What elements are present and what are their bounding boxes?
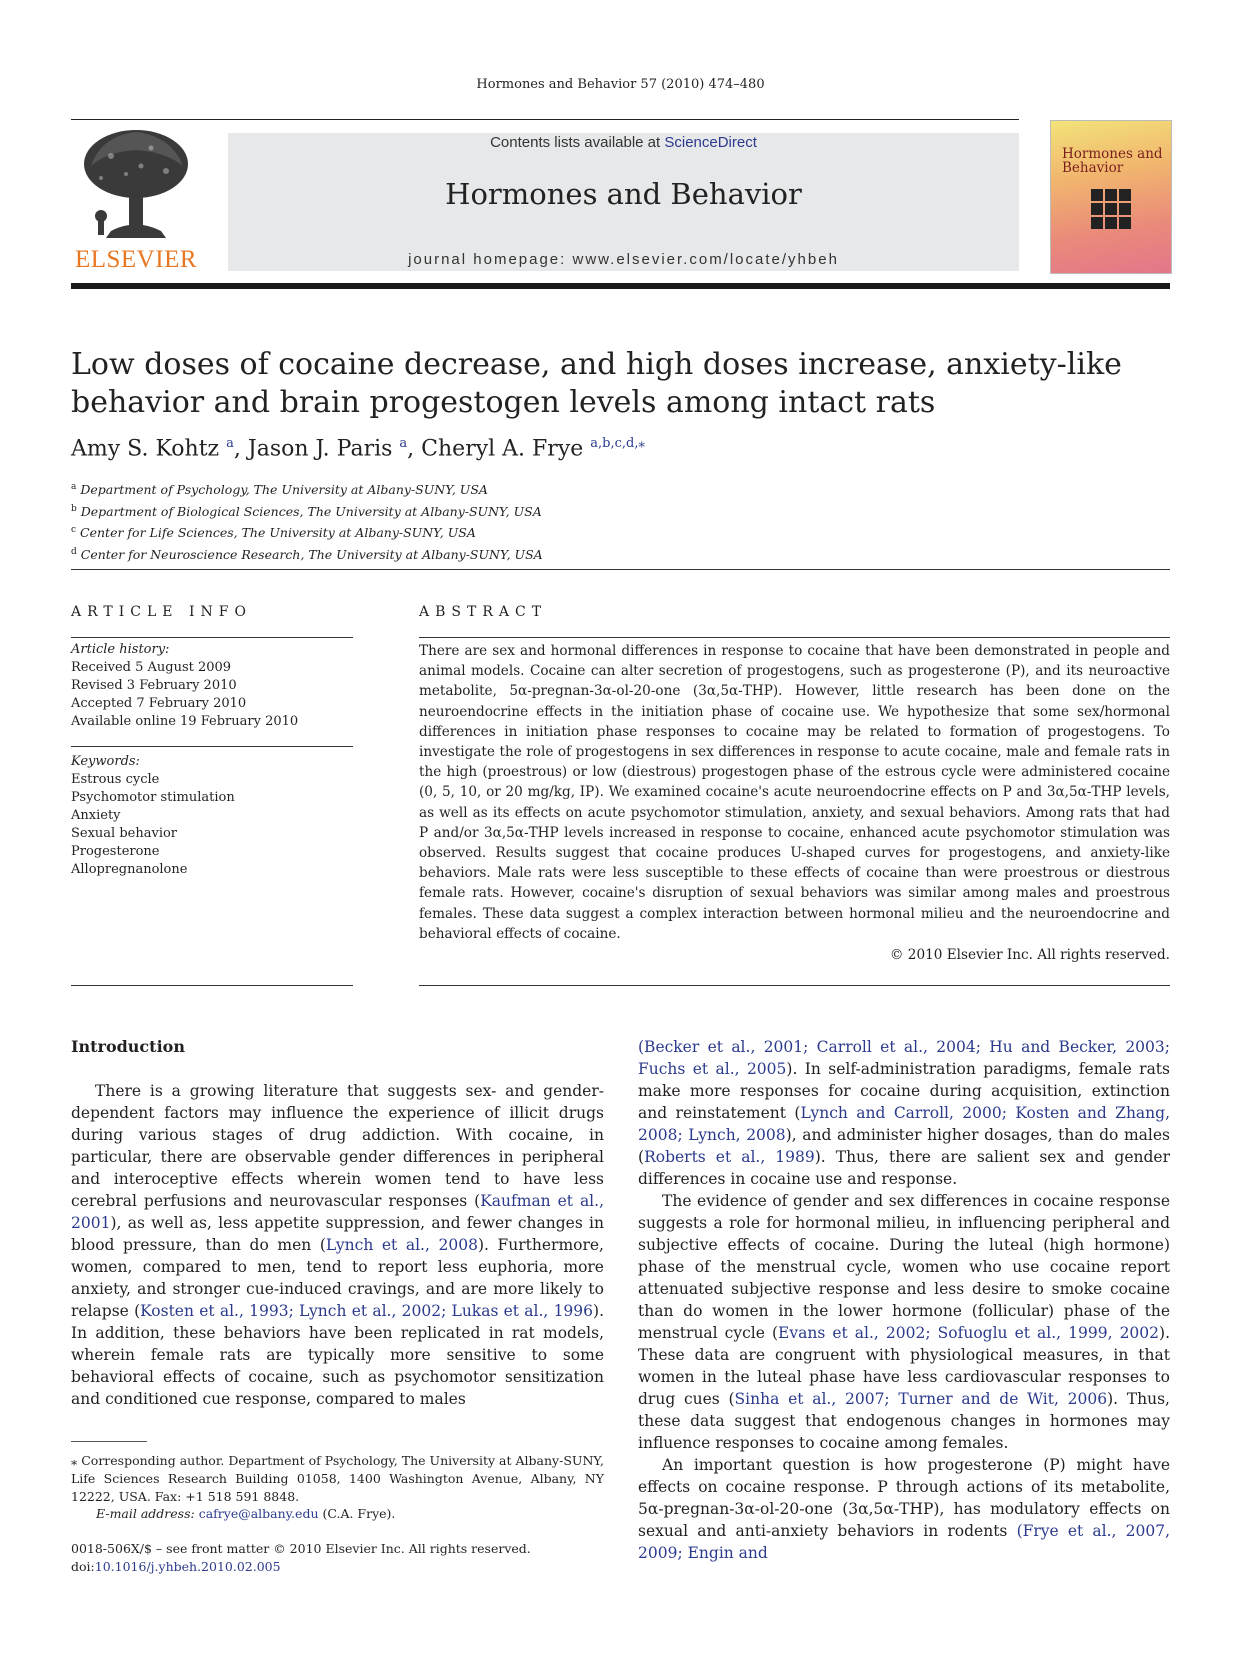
footnote-divider [71, 1441, 147, 1442]
intro-paragraph [638, 1036, 1170, 1190]
paragraph-text: An important question is how progesterone (P) might have effects on cocaine response. P through actions of its metabolite, 5α-pregnan-3α-ol-20-one (3α,5α-THP), has modulatory effects on sexual and anti-anxiety behaviors in rodents [638, 1456, 1170, 1540]
author-affiliation-marker[interactable]: a [226, 436, 234, 451]
history-item: Available online 19 February 2010 [71, 714, 299, 729]
doi-line [71, 1558, 531, 1576]
contents-line [228, 134, 1019, 151]
intro-paragraph [71, 1080, 604, 1410]
journal-homepage[interactable]: journal homepage: www.elsevier.com/locate/yhbeh [408, 251, 839, 268]
doi-prefix: doi: [71, 1559, 95, 1574]
abstract-heading: ABSTRACT [419, 604, 548, 620]
affiliation [71, 500, 543, 522]
affiliation-label: a [71, 482, 77, 492]
cover-image-grid [1091, 189, 1129, 229]
paragraph-text: ). In self-administration paradigms, female rats make more responses for cocaine during acquisition, extinction and reinstatement ( [638, 1060, 1170, 1122]
citation-link[interactable]: Lynch and Carroll, 2000; Kosten and Zhang, 2008; Lynch, 2008 [638, 1104, 1170, 1144]
article-info-heading: ARTICLE INFO [71, 604, 252, 620]
abstract-bottom-divider [419, 985, 1170, 986]
paragraph-text: ). In addition, these behaviors have been replicated in rat models, wherein female rats are typically more sensitive to some behavioral effects of cocaine, such as psychomotor sensitization and conditioned cue response, compared to males [71, 1302, 604, 1408]
journal-reference: Hormones and Behavior 57 (2010) 474–480 [476, 77, 765, 92]
affiliations [71, 478, 543, 565]
paragraph-text: ), as well as, less appetite suppression, and fewer changes in blood pressure, than do men ( [71, 1214, 604, 1254]
affiliation-text: Department of Biological Sciences, The University at Albany-SUNY, USA [80, 503, 542, 519]
doi-link[interactable]: 10.1016/j.yhbeh.2010.02.005 [94, 1559, 281, 1574]
journal-title: Hormones and Behavior [445, 177, 802, 211]
paragraph-text: There is a growing literature that suggests sex- and gender-dependent factors may influence the experience of illicit drugs during various stages of drug addiction. With cocaine, in particular, there are observable gender differences in peripheral and interoceptive effects wherein women tend to have less cerebral perfusions and neurovascular responses ( [71, 1082, 604, 1210]
author-affiliation-marker[interactable]: a [399, 436, 408, 451]
keyword: Sexual behavior [71, 826, 178, 841]
left-column [71, 1080, 604, 1410]
keyword: Estrous cycle [71, 772, 160, 787]
history-label: Article history: [71, 642, 170, 657]
journal-cover [1050, 120, 1172, 274]
email-line [96, 1506, 395, 1521]
keywords-label: Keywords: [71, 754, 140, 769]
affiliation-label: b [71, 503, 77, 514]
paragraph-text: ). Thus, there are salient sex and gender differences in cocaine use and response. [638, 1148, 1171, 1188]
intro-paragraph [638, 1454, 1170, 1564]
history-item: Revised 3 February 2010 [71, 678, 237, 693]
keyword: Allopregnanolone [71, 862, 188, 877]
affiliation-text: Department of Psychology, The University at Albany-SUNY, USA [80, 482, 488, 498]
top-divider [71, 119, 1019, 120]
contents-prefix: Contents lists available at [490, 134, 665, 151]
citation-link[interactable]: Roberts et al., 1989 [644, 1148, 815, 1166]
citation-link[interactable]: Kosten et al., 1993; Lynch et al., 2002; Lukas et al., 1996 [140, 1302, 594, 1320]
keyword: Anxiety [71, 808, 121, 823]
section-divider [71, 569, 1170, 570]
affiliation [71, 543, 543, 565]
email-label: E-mail address: [96, 1506, 199, 1521]
affiliation-label: c [71, 525, 77, 536]
history-item: Accepted 7 February 2010 [71, 696, 247, 711]
author-name: Amy S. Kohtz [71, 436, 227, 462]
affiliation-text: Center for Life Sciences, The University at Albany-SUNY, USA [80, 525, 476, 541]
citation-link[interactable]: Lynch et al., 2008 [325, 1236, 478, 1254]
right-column [638, 1036, 1170, 1564]
publisher-logo-text: ELSEVIER [74, 246, 198, 273]
cover-title: Hormones and Behavior [1062, 146, 1163, 176]
paragraph-text: The evidence of gender and sex differences in cocaine response suggests a role for hormonal milieu, in influencing peripheral and subjective effects of cocaine. During the luteal (high hormone) phase of the menstrual cycle, women who use cocaine report attenuated subjective response and less desire to smoke cocaine than do women in the lower hormone (follicular) phase of the menstrual cycle ( [638, 1192, 1170, 1342]
history-item: Received 5 August 2009 [71, 660, 232, 675]
abstract-text: There are sex and hormonal differences in response to cocaine that have been demonstrated in people and animal models. Cocaine can alter secretion of progestogens, such as progesterone (P), and its neuroactive metabolite, 5α-pregnan-3α-ol-20-one (3α,5α-THP). However, little research has been done on the neuroendocrine effects in the initiation phase of cocaine use. We hypothesize that some sex/hormonal differences in initiation phase responses to cocaine may be related to formation of progestogens. To investigate the role of progestogens in sex differences in response to acute cocaine, male and female rats in the high (proestrous) or low (diestrous) progestogen phase of the estrous cycle were administered cocaine (0, 5, 10, or 20 mg/kg, IP). We examined cocaine's acute neuroendocrine effects on P and 3α,5α-THP levels, as well as its effects on acute psychomotor stimulation, anxiety, and sexual behaviors. Among rats that had P and/or 3α,5α-THP levels increased in response to cocaine, enhanced acute psychomotor stimulation was observed. Results suggest that cocaine produces U-shaped curves for progestogens, and anxiety-like behaviors. Male rats were less susceptible to these effects of cocaine than were proestrous or diestrous female rats. However, cocaine's disruption of sexual behaviors was similar among males and proestrous females. These data suggest a complex interaction between hormonal milieu and the neuroendocrine and behavioral effects of cocaine. [419, 643, 1170, 942]
info-bottom-divider [71, 985, 353, 986]
affiliation [71, 478, 543, 500]
paragraph-text: ). Furthermore, women, compared to men, tend to report less euphoria, more anxiety, and stronger cue-induced cravings, and are more likely to relapse ( [71, 1236, 604, 1320]
author-name: Jason J. Paris [247, 436, 400, 462]
citation-link[interactable]: (Becker et al., 2001; Carroll et al., 2004; Hu and Becker, 2003; Fuchs et al., 2005 [638, 1038, 1170, 1078]
intro-paragraph [638, 1190, 1170, 1454]
elsevier-logo [71, 126, 201, 274]
paragraph-text: ), and administer higher dosages, than do males ( [638, 1126, 1170, 1166]
tree-icon [71, 126, 201, 246]
keyword: Psychomotor stimulation [71, 790, 235, 805]
affiliation-text: Center for Neuroscience Research, The University at Albany-SUNY, USA [80, 547, 543, 563]
front-matter-text: 0018-506X/$ – see front matter © 2010 Elsevier Inc. All rights reserved. [71, 1541, 531, 1556]
paragraph-text: ). These data are congruent with physiological measures, in that women in the luteal phase have less cardiovascular responses to drug cues ( [638, 1324, 1170, 1408]
info-divider [71, 746, 353, 747]
front-matter [71, 1540, 531, 1576]
email-link[interactable]: cafrye@albany.edu [198, 1506, 319, 1521]
affiliation [71, 521, 543, 543]
citation-link[interactable]: Sinha et al., 2007; Turner and de Wit, 2006 [734, 1390, 1108, 1408]
citation-link[interactable]: (Frye et al., 2007, 2009; Engin and [638, 1522, 1171, 1562]
article-title: Low doses of cocaine decrease, and high doses increase, anxiety-like behavior and brain progestogen levels among intact rats [71, 347, 1122, 420]
email-suffix: (C.A. Frye). [318, 1506, 396, 1521]
sciencedirect-link[interactable]: ScienceDirect [664, 134, 757, 151]
author-name: Cheryl A. Frye [421, 436, 591, 462]
author-affiliation-marker[interactable]: a,b,c,d,⁎ [590, 436, 645, 451]
article-history [71, 641, 353, 731]
corresponding-author-footnote: ⁎ Corresponding author. Department of Psychology, The University at Albany-SUNY, Life Sciences Research Building 01058, 1400 Washington Avenue, Albany, NY 12222, USA. Fax: +1 518 591 8848. [71, 1453, 604, 1504]
info-divider [71, 637, 353, 638]
abstract-copyright: © 2010 Elsevier Inc. All rights reserved. [889, 947, 1170, 963]
citation-link[interactable]: Kaufman et al., 2001 [71, 1192, 604, 1232]
affiliation-label: d [71, 546, 77, 557]
journal-banner [228, 133, 1019, 271]
paragraph-text: ). Thus, these data suggest that endogenous changes in hormones may influence responses to cocaine among females. [638, 1390, 1170, 1452]
keywords [71, 753, 353, 879]
header-thick-divider [71, 283, 1170, 289]
keyword: Progesterone [71, 844, 160, 859]
abstract-divider [419, 637, 1170, 638]
author-list: Amy S. Kohtz $^a$, Jason J. Paris $^a$, Cheryl A. Frye $^{a,b,c,d,⁎}$ [71, 436, 645, 462]
introduction-heading: Introduction [71, 1037, 185, 1056]
citation-link[interactable]: Evans et al., 2002; Sofuoglu et al., 1999, 2002 [778, 1324, 1160, 1342]
